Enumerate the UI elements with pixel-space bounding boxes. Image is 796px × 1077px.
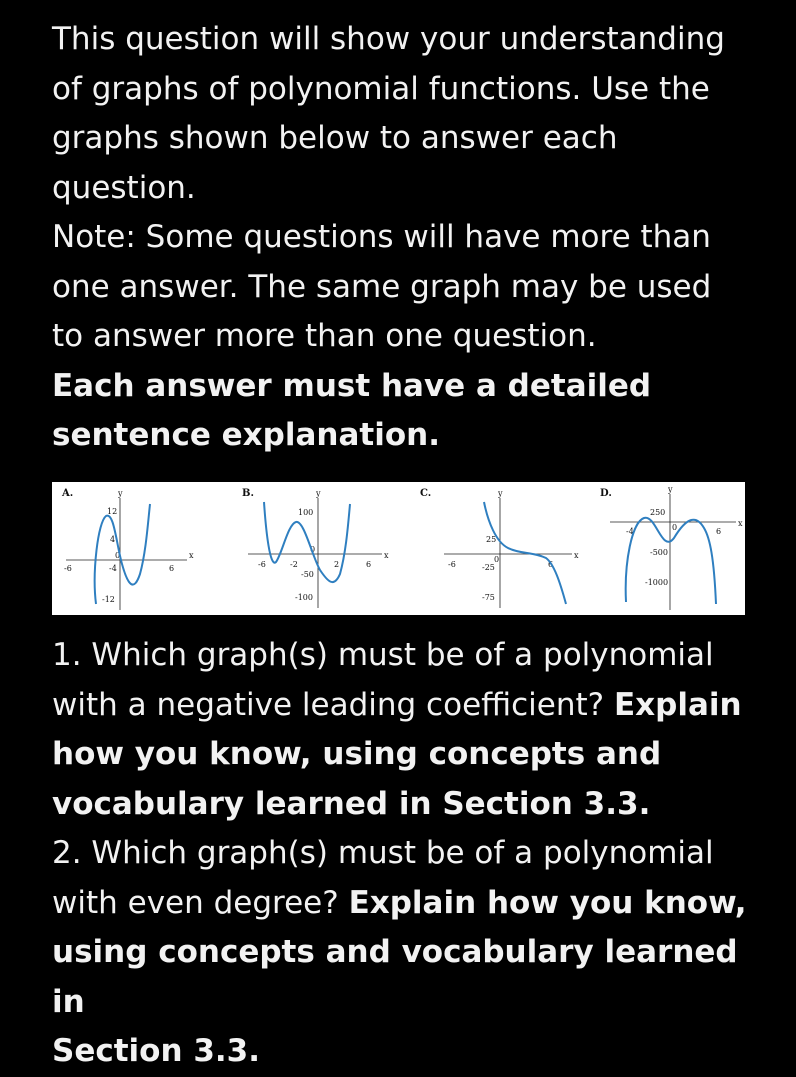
graph-a-tick: -12 [102,595,115,604]
question-1 [52,631,752,829]
polynomial-graphs-figure [52,482,745,615]
graph-b-tick: 100 [298,508,314,517]
graph-d-tick: 0 [672,523,678,532]
graph-a-tick: 0 [115,551,121,560]
graph-d-y-label: y [668,485,673,494]
graph-a-curve [95,504,150,604]
graph-a-tick: -4 [109,564,117,573]
graph-b [242,488,389,608]
question-1-line [52,681,752,731]
graph-d-label: D. [600,488,612,499]
note-line: Note: Some questions will have more than [52,219,711,255]
graph-d-tick: -500 [650,548,668,557]
graph-c [420,488,579,608]
note-line: to answer more than one question. [52,318,597,354]
graph-b-tick: 6 [366,560,372,569]
intro-line: question. [52,169,196,206]
graph-c-tick: -6 [448,560,456,569]
graph-b-tick: -2 [290,560,298,569]
graph-b-tick: -100 [295,593,313,602]
graph-d-tick: -1000 [645,578,669,587]
graph-c-tick: -25 [482,563,495,572]
graph-b-tick: 0 [310,545,316,554]
question-1-instruction: Explain [613,686,742,723]
graph-c-tick: 6 [548,560,554,569]
intro-line: of graphs of polynomial functions. Use the [52,70,710,107]
graph-b-label: B. [242,488,254,499]
graph-b-tick: -6 [258,560,266,569]
graph-d-x-label: x [738,519,743,528]
question-1-instruction-line: how you know, using concepts and [52,736,662,772]
graph-b-tick: -50 [301,570,314,579]
intro-text [52,15,752,461]
question-2-line [52,879,752,929]
graph-d-tick: -4 [626,527,634,536]
graph-c-tick: 25 [486,535,497,544]
question-2-text: with even degree? [52,884,349,921]
graph-a-tick: 6 [169,564,175,573]
graph-a-x-label: x [189,551,194,560]
question-1-instruction-line: vocabulary learned in Section 3.3. [52,785,651,822]
graph-a-tick: 4 [110,535,116,544]
graph-b-tick: 2 [334,560,340,569]
graph-d [600,485,743,610]
graph-b-x-label: x [384,551,389,560]
graph-c-y-label: y [498,489,503,498]
graphs-svg [52,482,745,615]
graph-c-x-label: x [574,551,579,560]
question-2-line: 2. Which graph(s) must be of a polynomial [52,835,714,871]
intro-line: This question will show your understanding [52,21,725,57]
graph-a-label: A. [62,488,74,499]
graph-a-y-label: y [118,489,123,498]
question-2-instruction: Explain how you know, [348,884,747,921]
graph-c-tick: 0 [494,555,500,564]
graph-d-curve [626,518,716,604]
question-1-line: 1. Which graph(s) must be of a polynomial [52,637,714,673]
graph-c-label: C. [420,488,432,499]
graph-a [61,488,194,610]
instruction-line: Each answer must have a detailed [52,367,652,404]
note-line: one answer. The same graph may be used [52,268,712,305]
graph-c-curve [484,502,566,604]
graph-a-tick: 12 [107,507,118,516]
graph-d-tick: 250 [650,508,666,517]
intro-line: graphs shown below to answer each [52,120,618,156]
graph-a-tick: -6 [64,564,72,573]
instruction-line: sentence explanation. [52,417,440,453]
question-2-instruction-line: using concepts and vocabulary learned in [52,934,738,1020]
question-1-text: with a negative leading coefficient? [52,686,614,723]
question-2-instruction-line: Section 3.3. [52,1033,261,1069]
graph-b-y-label: y [316,489,321,498]
graph-d-tick: 6 [716,527,722,536]
graph-c-tick: -75 [482,593,495,602]
question-2 [52,829,752,1077]
